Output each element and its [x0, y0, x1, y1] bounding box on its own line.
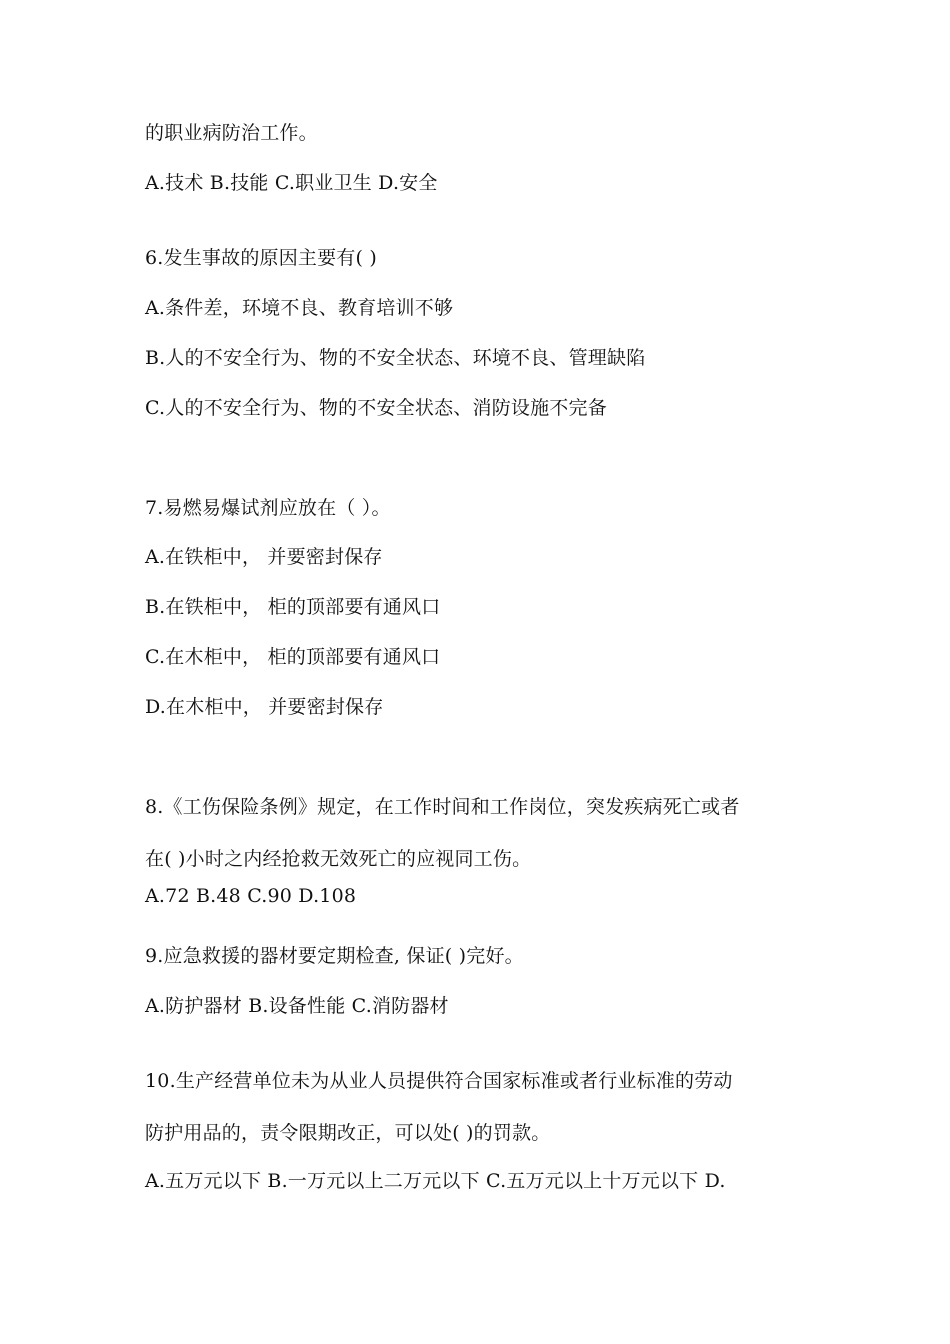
- q9-stem: 9.应急救援的器材要定期检查, 保证( )完好。: [145, 945, 524, 967]
- q6-option-a: A.条件差，环境不良、教育培训不够: [145, 297, 454, 319]
- text-line-continuation: 的职业病防治工作。: [145, 122, 318, 144]
- q8-stem-line2: 在( )小时之内经抢救无效死亡的应视同工伤。: [145, 848, 532, 870]
- q10-stem-line1: 10.生产经营单位未为从业人员提供符合国家标准或者行业标准的劳动: [145, 1070, 733, 1092]
- q7-option-b: B.在铁柜中， 柜的顶部要有通风口: [145, 596, 441, 618]
- q8-stem-line1: 8.《工伤保险条例》规定，在工作时间和工作岗位，突发疾病死亡或者: [145, 796, 740, 818]
- q8-options: A.72 B.48 C.90 D.108: [145, 885, 357, 907]
- q7-option-a: A.在铁柜中， 并要密封保存: [145, 546, 383, 568]
- q7-stem: 7.易燃易爆试剂应放在（ ）。: [145, 497, 391, 519]
- q6-option-b: B.人的不安全行为、物的不安全状态、环境不良、管理缺陷: [145, 347, 646, 369]
- q10-options: A.五万元以下 B.一万元以上二万元以下 C.五万元以上十万元以下 D.: [145, 1170, 726, 1192]
- q5-options: A.技术 B.技能 C.职业卫生 D.安全: [145, 172, 438, 194]
- q7-option-d: D.在木柜中， 并要密封保存: [145, 696, 384, 718]
- q6-stem: 6.发生事故的原因主要有( ): [145, 247, 377, 269]
- q6-option-c: C.人的不安全行为、物的不安全状态、消防设施不完备: [145, 397, 607, 419]
- q9-options: A.防护器材 B.设备性能 C.消防器材: [145, 995, 449, 1017]
- q7-option-c: C.在木柜中， 柜的顶部要有通风口: [145, 646, 441, 668]
- q10-stem-line2: 防护用品的，责令限期改正，可以处( )的罚款。: [145, 1122, 551, 1144]
